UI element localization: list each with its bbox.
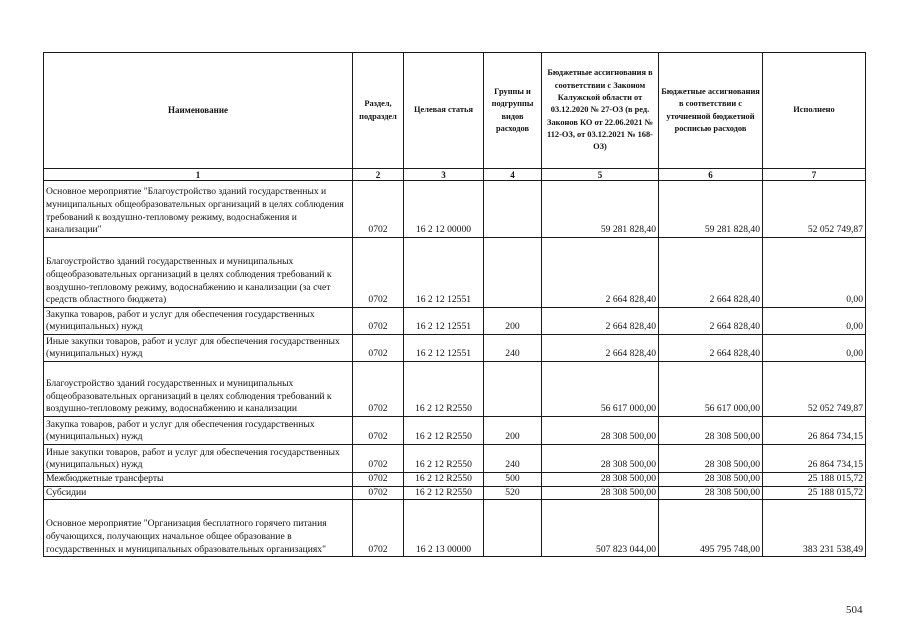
row-done-amount: 383 231 538,49	[763, 500, 866, 557]
row-section: 0702	[353, 335, 404, 362]
row-group	[484, 362, 542, 417]
table-row	[44, 486, 866, 500]
header-groups: Группы и подгруппы видов расходов	[484, 53, 542, 169]
header-refined: Бюджетные ассигнования в соответствии с уточненной бюджетной росписью расходов	[659, 53, 763, 169]
row-refined-amount: 495 795 748,00	[659, 500, 763, 557]
row-name: Закупка товаров, работ и услуг для обеспечения государственных (муниципальных) нужд	[44, 308, 353, 335]
row-refined-amount: 2 664 828,40	[659, 308, 763, 335]
row-refined-amount: 28 308 500,00	[659, 486, 763, 500]
row-law-amount: 507 823 044,00	[542, 500, 659, 557]
row-target: 16 2 12 12551	[404, 308, 484, 335]
header-law: Бюджетные ассигнования в соответствии с Законом Калужской области от 03.12.2020 № 27-ОЗ (в ред. Законов КО от 22.06.2021 № 112-ОЗ, от 03.12.2021 № 168-ОЗ)	[542, 53, 659, 169]
row-target: 16 2 12 R2550	[404, 486, 484, 500]
row-name: Иные закупки товаров, работ и услуг для обеспечения государственных (муниципальных) нужд	[44, 445, 353, 473]
row-law-amount: 28 308 500,00	[542, 445, 659, 473]
row-done-amount: 0,00	[763, 308, 866, 335]
row-law-amount: 2 664 828,40	[542, 308, 659, 335]
row-done-amount: 52 052 749,87	[763, 362, 866, 417]
row-section: 0702	[353, 486, 404, 500]
row-done-amount: 52 052 749,87	[763, 181, 866, 238]
row-section: 0702	[353, 473, 404, 487]
row-group: 240	[484, 445, 542, 473]
row-group	[484, 500, 542, 557]
row-name: Субсидии	[44, 486, 353, 500]
row-group	[484, 238, 542, 308]
row-refined-amount: 28 308 500,00	[659, 445, 763, 473]
column-number: 3	[404, 169, 484, 181]
column-number-row	[44, 169, 866, 181]
row-group: 520	[484, 486, 542, 500]
row-group: 240	[484, 335, 542, 362]
row-section: 0702	[353, 362, 404, 417]
table-row	[44, 417, 866, 445]
row-target: 16 2 12 R2550	[404, 417, 484, 445]
table-row	[44, 362, 866, 417]
row-group: 200	[484, 308, 542, 335]
row-done-amount: 26 864 734,15	[763, 445, 866, 473]
row-refined-amount: 59 281 828,40	[659, 181, 763, 238]
row-done-amount: 25 188 015,72	[763, 473, 866, 487]
row-target: 16 2 12 R2550	[404, 362, 484, 417]
column-number: 2	[353, 169, 404, 181]
column-number: 6	[659, 169, 763, 181]
row-law-amount: 28 308 500,00	[542, 486, 659, 500]
row-target: 16 2 13 00000	[404, 500, 484, 557]
row-name: Закупка товаров, работ и услуг для обеспечения государственных (муниципальных) нужд	[44, 417, 353, 445]
table-row	[44, 181, 866, 238]
header-name: Наименование	[44, 53, 353, 169]
row-done-amount: 0,00	[763, 335, 866, 362]
row-name: Основное мероприятие "Благоустройство зданий государственных и муниципальных общеобразовательных организаций в целях соблюдения требований к воздушно-тепловому режиму, водоснабжения и канализации"	[44, 181, 353, 238]
column-number: 5	[542, 169, 659, 181]
table-row	[44, 500, 866, 557]
row-section: 0702	[353, 500, 404, 557]
row-target: 16 2 12 12551	[404, 335, 484, 362]
page-number: 504	[846, 604, 863, 616]
row-law-amount: 2 664 828,40	[542, 335, 659, 362]
row-section: 0702	[353, 308, 404, 335]
row-refined-amount: 28 308 500,00	[659, 417, 763, 445]
table-row	[44, 238, 866, 308]
row-done-amount: 0,00	[763, 238, 866, 308]
row-name: Основное мероприятие "Организация бесплатного горячего питания обучающихся, получающих начальное общее образование в государственных и муниципальных образовательных организациях"	[44, 500, 353, 557]
header-row	[44, 53, 866, 169]
row-target: 16 2 12 R2550	[404, 473, 484, 487]
table-row	[44, 473, 866, 487]
header-done: Исполнено	[763, 53, 866, 169]
row-group: 500	[484, 473, 542, 487]
row-name: Благоустройство зданий государственных и муниципальных общеобразовательных организаций в целях соблюдения требований к воздушно-тепловому режиму, водоснабжению и канализации (за счет средств областного бюджета)	[44, 238, 353, 308]
row-name: Межбюджетные трансферты	[44, 473, 353, 487]
header-section: Раздел, подраздел	[353, 53, 404, 169]
row-refined-amount: 2 664 828,40	[659, 238, 763, 308]
column-number: 7	[763, 169, 866, 181]
table-row	[44, 308, 866, 335]
row-group	[484, 181, 542, 238]
column-number: 4	[484, 169, 542, 181]
row-refined-amount: 2 664 828,40	[659, 335, 763, 362]
row-refined-amount: 56 617 000,00	[659, 362, 763, 417]
row-section: 0702	[353, 417, 404, 445]
row-done-amount: 25 188 015,72	[763, 486, 866, 500]
column-number: 1	[44, 169, 353, 181]
row-law-amount: 2 664 828,40	[542, 238, 659, 308]
table-row	[44, 445, 866, 473]
budget-table	[43, 52, 866, 557]
header-target: Целевая статья	[404, 53, 484, 169]
row-section: 0702	[353, 181, 404, 238]
row-target: 16 2 12 12551	[404, 238, 484, 308]
table-row	[44, 335, 866, 362]
row-done-amount: 26 864 734,15	[763, 417, 866, 445]
row-target: 16 2 12 00000	[404, 181, 484, 238]
row-law-amount: 28 308 500,00	[542, 473, 659, 487]
row-target: 16 2 12 R2550	[404, 445, 484, 473]
row-section: 0702	[353, 445, 404, 473]
row-law-amount: 56 617 000,00	[542, 362, 659, 417]
row-law-amount: 28 308 500,00	[542, 417, 659, 445]
row-law-amount: 59 281 828,40	[542, 181, 659, 238]
row-name: Иные закупки товаров, работ и услуг для обеспечения государственных (муниципальных) нужд	[44, 335, 353, 362]
row-name: Благоустройство зданий государственных и муниципальных общеобразовательных организаций в целях соблюдения требований к воздушно-тепловому режиму, водоснабжению и канализации	[44, 362, 353, 417]
row-section: 0702	[353, 238, 404, 308]
row-group: 200	[484, 417, 542, 445]
row-refined-amount: 28 308 500,00	[659, 473, 763, 487]
